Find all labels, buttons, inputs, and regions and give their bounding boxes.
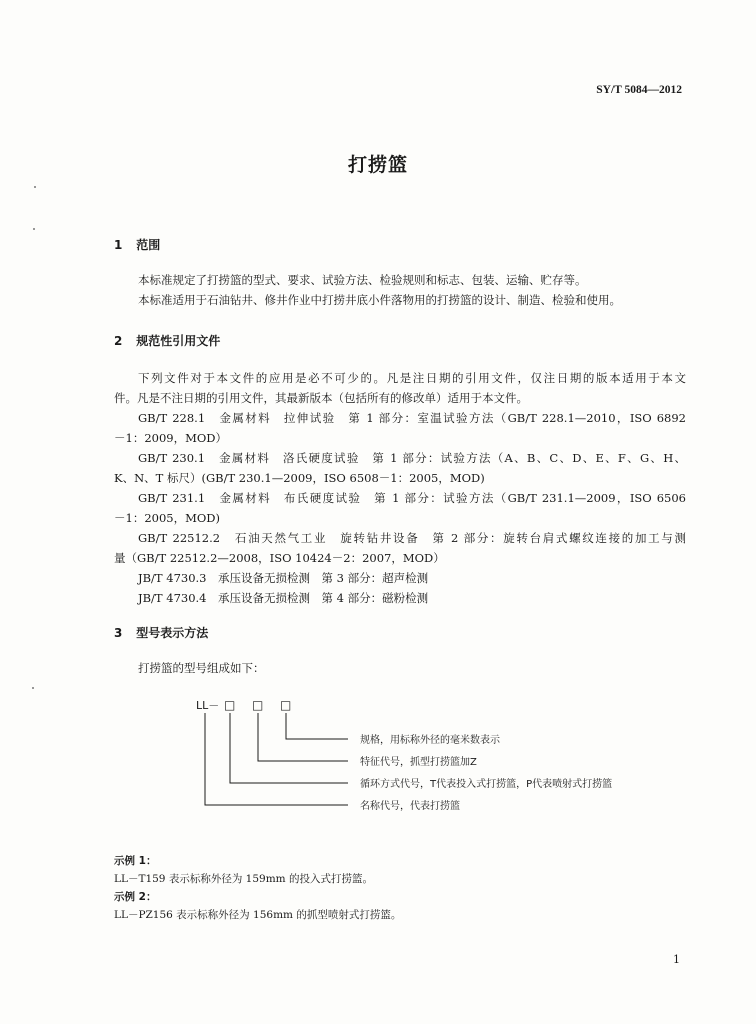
scan-speck [33, 228, 35, 230]
section-1-para-2: 本标准适用于石油钻井、修井作业中打捞井底小件落物用的打捞篮的设计、制造、检验和使用。 [138, 293, 621, 307]
diagram-label-circulation: 循环方式代号，T代表投入式打捞篮，P代表喷射式打捞篮 [360, 779, 613, 790]
reference-gbt-228-line-1: GB/T 228.1 金属材料 拉伸试验 第 1 部分：室温试验方法（GB/T 228.1—2010，ISO 6892 [138, 411, 686, 425]
document-title: 打捞篮 [347, 154, 408, 176]
example-1-text: LL－T159 表示标称外径为 159mm 的投入式打捞篮。 [114, 873, 373, 885]
section-2-title: 规范性引用文件 [136, 334, 221, 348]
reference-gbt-22512-line-1: GB/T 22512.2 石油天然气工业 旋转钻井设备 第 2 部分：旋转台肩式螺纹连接的加工与测 [138, 531, 686, 545]
section-1-number: 1 [114, 238, 123, 252]
diagram-box-2: □ [252, 698, 264, 712]
example-2-title: 示例 2： [114, 891, 157, 903]
section-1-para-1: 本标准规定了打捞篮的型式、要求、试验方法、检验规则和标志、包装、运输、贮存等。 [138, 273, 587, 287]
diagram-prefix: LL－ [196, 699, 220, 712]
section-3-number: 3 [114, 626, 123, 640]
diagram-label-feature: 特征代号，抓型打捞篮加Z [360, 757, 477, 768]
example-2-text: LL－PZ156 表示标称外径为 156mm 的抓型喷射式打捞篮。 [114, 909, 402, 921]
example-1-title: 示例 1： [114, 855, 157, 867]
leader-line-spec [286, 713, 348, 739]
section-2-intro-line-1: 下列文件对于本文件的应用是必不可少的。凡是注日期的引用文件，仅注日期的版本适用于本文 [138, 371, 686, 385]
section-3-title: 型号表示方法 [136, 626, 209, 640]
page-number: 1 [673, 953, 680, 966]
reference-gbt-22512-line-2: 量（GB/T 22512.2—2008，ISO 10424－2：2007，MOD） [114, 551, 445, 565]
scan-speck [32, 687, 34, 689]
diagram-box-1: □ [224, 698, 236, 712]
section-3-intro: 打捞篮的型号组成如下： [138, 661, 265, 675]
diagram-label-spec: 规格，用标称外径的毫米数表示 [360, 735, 500, 746]
scan-speck [34, 186, 36, 188]
diagram-label-name: 名称代号，代表打捞篮 [360, 801, 460, 812]
leader-line-circulation [230, 713, 348, 783]
diagram-box-3: □ [280, 698, 292, 712]
reference-jbt-4730-3: JB/T 4730.3 承压设备无损检测 第 3 部分：超声检测 [138, 571, 429, 585]
section-2-intro-line-2: 件。凡是不注日期的引用文件，其最新版本（包括所有的修改单）适用于本文件。 [114, 391, 528, 405]
leader-line-feature [258, 713, 348, 761]
standard-code: SY/T 5084—2012 [596, 84, 682, 96]
reference-gbt-231-line-1: GB/T 231.1 金属材料 布氏硬度试验 第 1 部分：试验方法（GB/T 231.1—2009，ISO 6506 [138, 491, 686, 505]
section-2-number: 2 [114, 334, 123, 348]
reference-gbt-230-line-2: K、N、T 标尺）(GB/T 230.1—2009，ISO 6508－1：2005，MOD) [114, 471, 485, 485]
section-1-title: 范围 [136, 238, 161, 252]
reference-gbt-231-line-2: －1：2005，MOD) [114, 511, 220, 525]
reference-gbt-230-line-1: GB/T 230.1 金属材料 洛氏硬度试验 第 1 部分：试验方法（A、B、C、D、E、F、G、H、 [138, 451, 686, 465]
leader-line-name [205, 713, 348, 805]
reference-gbt-228-line-2: －1：2009，MOD） [114, 431, 228, 445]
reference-jbt-4730-4: JB/T 4730.4 承压设备无损检测 第 4 部分：磁粉检测 [138, 591, 429, 605]
